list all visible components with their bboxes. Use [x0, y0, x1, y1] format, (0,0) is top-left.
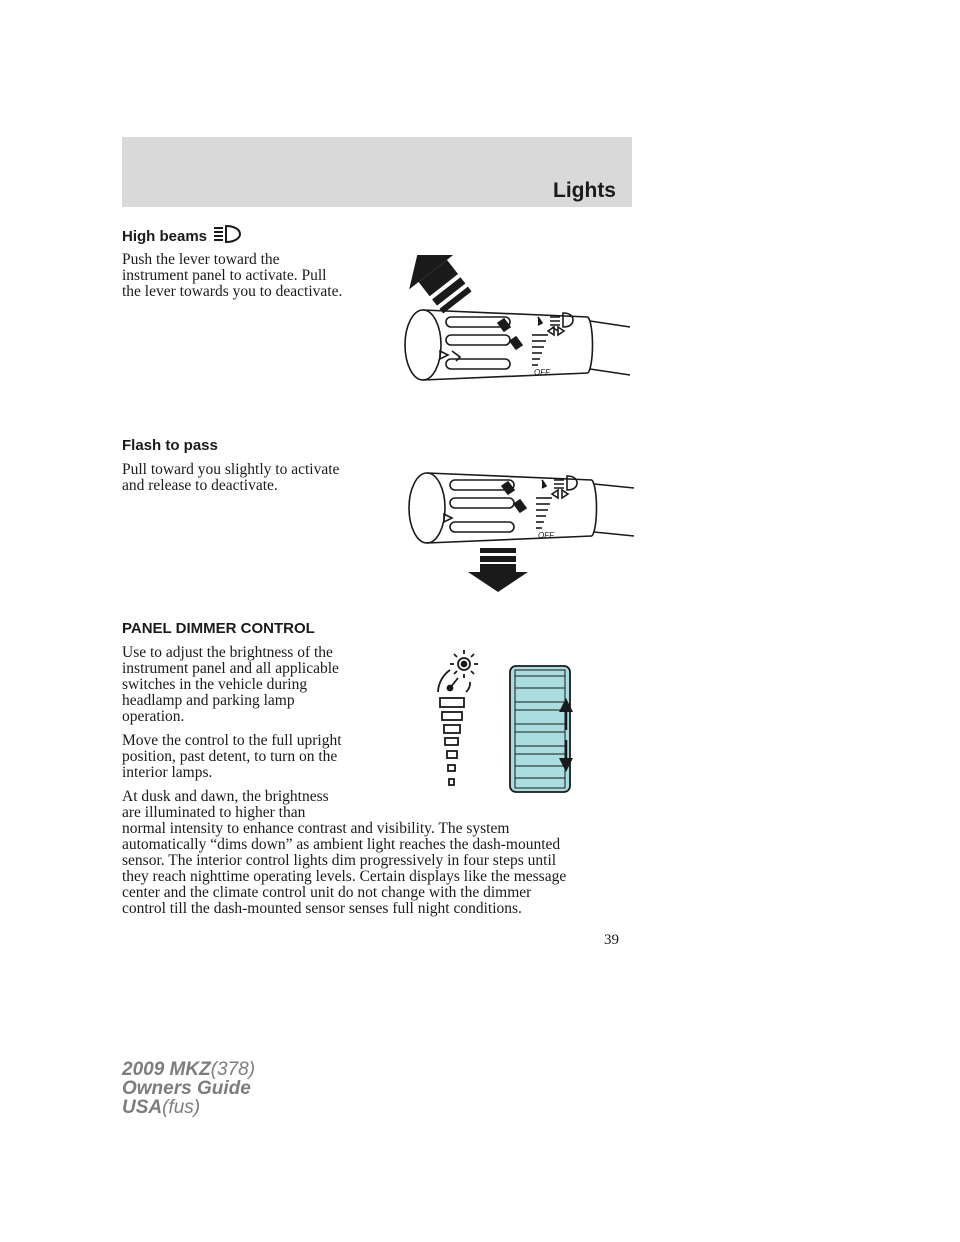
text-line: switches in the vehicle during	[122, 676, 308, 693]
text-line: Move the control to the full upright	[122, 732, 342, 749]
section-title: Lights	[553, 179, 616, 202]
high-beams-heading-text: High beams	[122, 228, 208, 245]
off-label: OFF	[534, 368, 550, 377]
text-line: operation.	[122, 708, 185, 725]
high-beams-lever-figure	[398, 255, 638, 390]
footer-region-code: (fus)	[162, 1097, 201, 1118]
text-line: they reach nighttime operating levels. Certain displays like the message	[122, 868, 567, 885]
pull-toward-arrow	[468, 548, 528, 592]
footer-line-model	[122, 1060, 255, 1079]
high-beam-icon	[213, 224, 243, 244]
text-line: control till the dash-mounted sensor senses full night conditions.	[122, 900, 522, 917]
flash-to-pass-lever-figure	[402, 458, 640, 593]
text-line: sensor. The interior control lights dim progressively in four steps until	[122, 852, 557, 869]
flash-to-pass-text	[122, 462, 339, 494]
footer-line-guide	[122, 1079, 255, 1098]
stalk-lever	[409, 473, 634, 543]
dimmer-level-bars-icon	[440, 698, 464, 785]
panel-dimmer-para-3	[122, 789, 566, 917]
text-line: normal intensity to enhance contrast and visibility. The system	[122, 820, 510, 837]
section-header-band	[122, 137, 632, 207]
footer-region: USA	[122, 1097, 163, 1118]
brightness-sun-gauge-icon	[438, 650, 478, 692]
high-beams-heading	[122, 224, 243, 245]
high-beams-text	[122, 252, 342, 300]
text-line: and release to deactivate.	[122, 477, 278, 494]
off-label: OFF	[538, 531, 554, 540]
stalk-lever	[405, 310, 630, 380]
footer-line-region	[122, 1098, 255, 1117]
text-line: headlamp and parking lamp	[122, 692, 295, 709]
text-line: instrument panel and all applicable	[122, 660, 339, 677]
footer-model-code: (378)	[210, 1059, 256, 1080]
text-line: are illuminated to higher than	[122, 804, 306, 821]
page-number: 39	[604, 932, 619, 948]
footer-model: 2009 MKZ	[122, 1059, 211, 1080]
text-line: At dusk and dawn, the brightness	[122, 788, 329, 805]
text-line: Push the lever toward the	[122, 251, 280, 268]
text-line: automatically “dims down” as ambient light reaches the dash-mounted	[122, 836, 561, 853]
text-line: Pull toward you slightly to activate	[122, 461, 340, 478]
panel-dimmer-para-2	[122, 733, 342, 781]
text-line: center and the climate control unit do not change with the dimmer	[122, 884, 532, 901]
flash-to-pass-heading: Flash to pass	[122, 437, 218, 454]
panel-dimmer-para-1	[122, 645, 339, 725]
text-line: Use to adjust the brightness of the	[122, 644, 333, 661]
document-footer	[122, 1060, 255, 1117]
footer-guide: Owners Guide	[122, 1078, 251, 1099]
text-line: the lever towards you to deactivate.	[122, 283, 343, 300]
panel-dimmer-heading: PANEL DIMMER CONTROL	[122, 620, 315, 637]
text-line: position, past detent, to turn on the	[122, 748, 338, 765]
text-line: instrument panel to activate. Pull	[122, 267, 327, 284]
text-line: interior lamps.	[122, 764, 213, 781]
panel-dimmer-figure	[420, 648, 590, 798]
dimmer-thumbwheel[interactable]	[510, 666, 570, 792]
